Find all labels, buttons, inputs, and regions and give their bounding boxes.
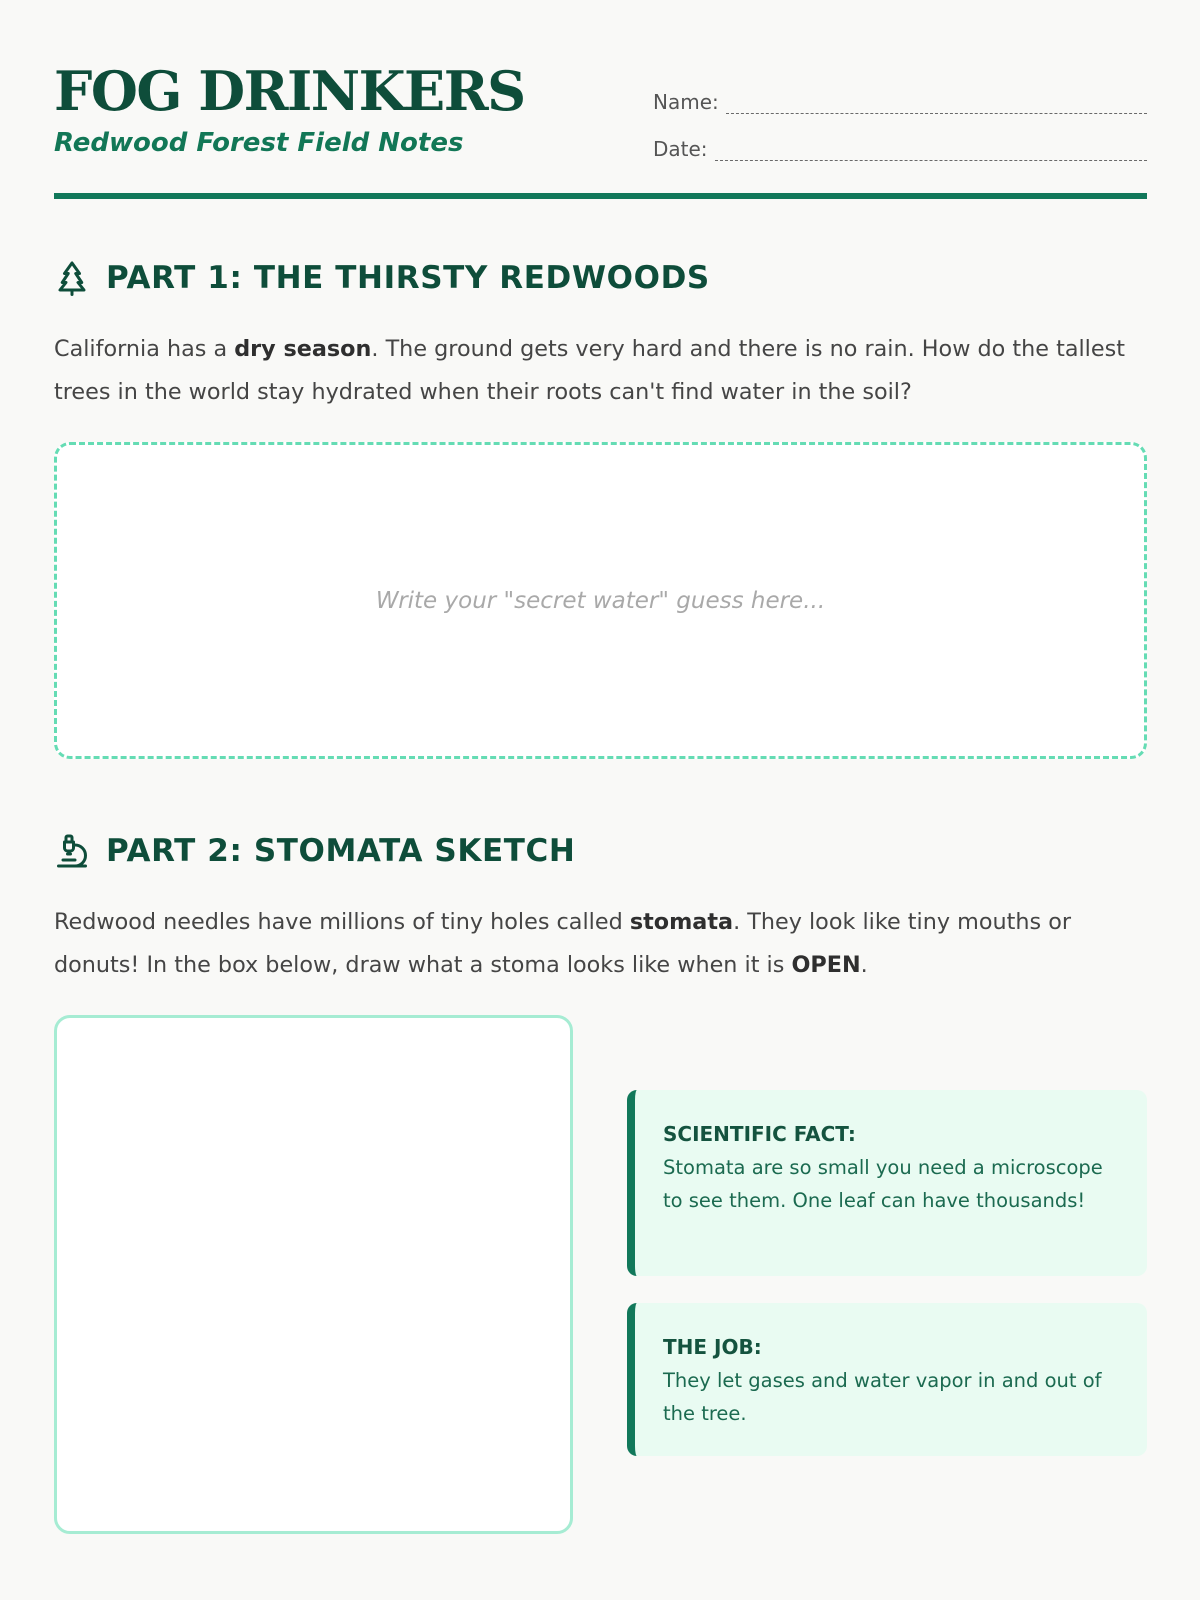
date-label: Date:	[653, 137, 708, 161]
date-field[interactable]	[715, 142, 1147, 161]
part1-paragraph	[54, 328, 1147, 414]
job-fact-card	[627, 1303, 1147, 1456]
worksheet-title: FOG DRINKERS	[54, 59, 525, 123]
job-card-text: They let gases and water vapor in and out of the tree.	[663, 1369, 1102, 1425]
name-label: Name:	[653, 90, 719, 114]
part2-text-start: Redwood needles have millions of tiny holes called	[54, 909, 630, 935]
name-field-row	[653, 90, 1147, 114]
part2-paragraph	[54, 901, 1147, 987]
date-field-row	[653, 137, 1147, 161]
header-divider	[54, 193, 1147, 199]
worksheet-page	[54, 0, 1147, 1600]
part1-text-start: California has a	[54, 336, 235, 362]
microscope-icon	[54, 833, 90, 869]
student-info-fields	[653, 90, 1147, 184]
part2-text-middle: . They look like tiny mouths or donuts! In the box below, draw what a stoma looks like when it is	[54, 909, 1072, 978]
worksheet-header	[54, 60, 1147, 200]
fact-card-text: Stomata are so small you need a microscope to see them. One leaf can have thousands!	[663, 1156, 1103, 1212]
part1-text-bold: dry season	[234, 336, 372, 362]
answer-placeholder: Write your "secret water" guess here...	[375, 587, 826, 614]
fact-card-title: SCIENTIFIC FACT:	[663, 1122, 856, 1146]
part2-title: PART 2: STOMATA SKETCH	[106, 833, 576, 869]
job-card-title: THE JOB:	[663, 1335, 762, 1359]
part2-text-bold-open: OPEN	[791, 952, 861, 978]
name-field[interactable]	[726, 95, 1147, 114]
part1-text-end: . The ground gets very hard and there is no rain. How do the tallest trees in the world stay hydrated when their roots can't find water in the soil?	[54, 336, 1125, 405]
tree-icon	[54, 260, 90, 296]
part2-text-bold-stomata: stomata	[629, 909, 734, 935]
scientific-fact-card	[627, 1090, 1147, 1276]
part2-heading	[54, 831, 575, 871]
part1-heading	[54, 258, 710, 298]
worksheet-subtitle: Redwood Forest Field Notes	[54, 128, 464, 158]
stomata-sketch-box[interactable]	[54, 1015, 573, 1534]
part1-title: PART 1: THE THIRSTY REDWOODS	[106, 260, 710, 296]
secret-water-answer-box[interactable]	[54, 442, 1147, 759]
part2-text-end: .	[860, 952, 868, 978]
